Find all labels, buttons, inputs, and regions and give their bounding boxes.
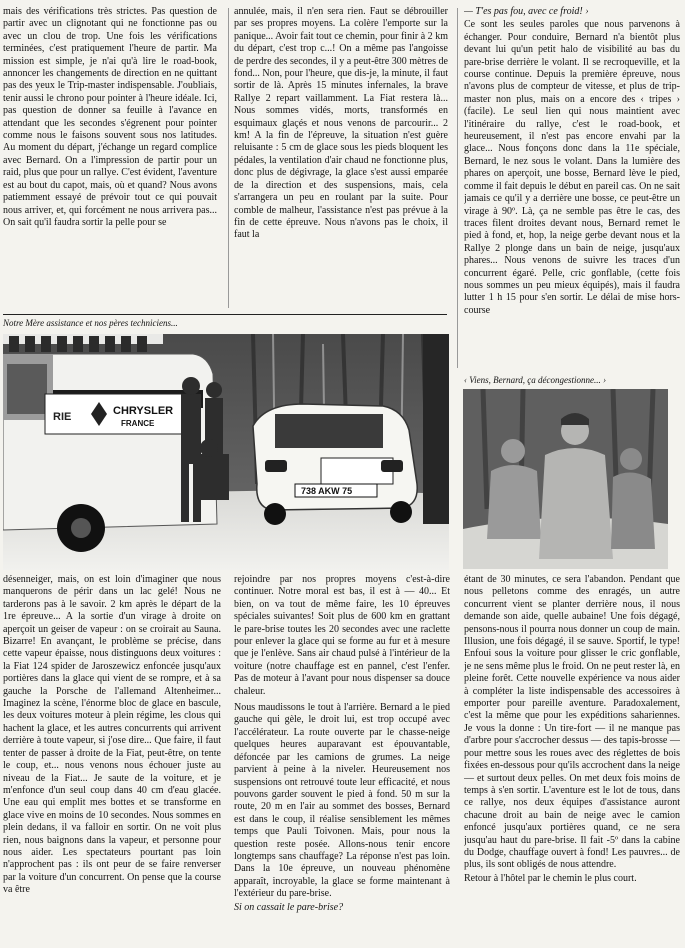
column-divider — [457, 8, 458, 368]
bare-chest-photo — [463, 389, 668, 569]
bottom-column-2 — [234, 574, 450, 946]
top-column-3-text: Ce sont les seules paroles que nous parvenons à échanger. Pour conduire, Bernard n'a bientôt plus devant lui qu'un petit halo de visibilité au bas du pare-brise derrière le volant. Il se recroqueville, et la course continue. Depuis la première épreuve, nous n'avons plus de compteur de vitesse, et plus de trip-master non plus, mais on a encore des ‹ tripes › (facile). Le seul lien qui nous maintient avec l'itinéraire du rallye, c'est le road-book, et heureusement, il n'est pas encore envahi par la glace... Nous fonçons donc dans la 11e spéciale, Bernard, le nez sous le volant. Dans la lumière des phares on aperçoit, une bosse, Bernard lève le pied, comme il fait depuis le début en pareil cas. On ne sait jamais ce qu'il y a derrière une bosse, ce peut-être un virage à 90º. Là, ça ne semble pas être le cas, des traces filent droites devant nous, Bernard remet le pied à fond, et, hop, la neige gerbe devant nous et la Rallye 2 plonge dans un bain de neige, jusqu'aux phares... Nous venons de suivre les traces d'un concurrent égaré. Pelle, cric gonflable, (cette fois nous sommes un peu mieux équipés), mais il faudra lutter 1 h 15 pour s'en sortir. Le délai de mise hors-course — [464, 19, 680, 316]
bottom-column-3 — [464, 574, 680, 946]
main-photo-caption: Notre Mère assistance et nos pères techniciens... — [3, 318, 178, 328]
top-column-3 — [464, 6, 680, 378]
top-column-1-text: mais des vérifications très strictes. Pas question de partir avec un clignotant qui ne fonctionne pas ou avec un clou de trop. Une fois les vérifications terminées, c'est pratiquement l'heure de partir. Ma mission est simple, je n'ai qu'à lire le road-book, annoncer les changements de direction en ne quittant pas des yeux le Trip-master indispensable. J'oubliais, tenir aussi le chrono pour pointer à l'heure idéale. Ici, pas question de donner sa feuille à l'avance en attendant que les secondes s'égrenent pour pointer comme nous le faisons souvent sous nos latitudes. Au moment du départ, j'échange un regard complice avec Bernard. On a l'impression de partir pour un raid, plus que pour un rallye. C'est évident, l'aventure est au bout du capot, mais, où et quand? Nous avons patiemment essayé de prévoir tout ce qui pouvait nous arriver, et, qui forcément ne nous arrivera pas... On sait qu'il faudra sortir la pelle pour se — [3, 6, 217, 228]
van-side-text: RIE — [53, 411, 72, 423]
bottom-column-2-subhead: Si on cassait le pare-brise? — [234, 901, 344, 913]
bottom-column-3-closing: Retour à l'hôtel par le chemin le plus court. — [464, 872, 637, 884]
bottom-column-2-paragraph-1: rejoindre par nos propres moyens c'est-à-dire continuer. Notre moral est bas, il est à — 40... Et bien, on va tout de même faire, les 10 épreuves spéciales suivantes! Soit plus de 600 km en grattant le pare-brise toutes les 20 secondes avec une raclette pour enlever la glace qui se forme au fur et à mesure que je l'enlève. Sans air chaud pulsé à l'intérieur de la voiture (notre chauffage est en pannel, c'est l'enfer. Pas de moteur à l'avant pour nous dispenser sa douce chaleur. — [234, 574, 450, 697]
top-column-3-lead: — T'es pas fou, avec ce froid! › — [464, 6, 589, 17]
assistance-van-image — [3, 334, 449, 570]
car-plate-text: 738 AKW 75 — [301, 486, 353, 496]
bottom-column-2-paragraph-2: Nous maudissons le tout à l'arrière. Bernard a le pied gauche qui gèle, le droit lui, est trop occupé avec l'accélérateur. La route ouverte par le chasse-neige quelques heures auparavant est épouvantable, défoncée par les camions de grumes. La neige parvient à peine à la niveler. Heureusement nos suspensions ont retrouvé toute leur efficacité, et nous pouvons garder souvent le pied à fond. 50 m sur la route, 20 m en l'air au sommet des bosses, Bernard est dans le coup, il réalise sensiblement les mêmes temps que Pauli Toivonen. Mais, pour nous la question reste posée. Allons-nous tenir encore longtemps sans chauffage? La réponse n'est pas loin. Dans la 10e épreuve, un nouveau phénomène apparaît, incroyable, la glace se forme maintenant à l'extérieur du pare-brise. — [234, 702, 450, 900]
bottom-column-1-text: désenneiger, mais, on est loin d'imaginer que nous manquerons de périr dans un lac gelé! Nous ne tarderons pas à le savoir. 2 km après le départ de la 1re épreuve... A la sortie d'un virage à droite on aperçoit un geiser de vapeur : on se croirait au Sauna. Bizarre! En avançant, le problème se précise, dans cette vapeur épaisse, nous distinguons deux voitures : la Fiat 124 spider de Jaroszewicz enfoncée jusqu'aux portières dans la glace qui vient de se rompre, et à sa gauche la Porsche de l'allemand Altenheimer... Imaginez la scène, l'énorme bloc de glace en bascule, les deux voitures moteur à plein régime, les clous qui hachent la glace, et les autres concurrents qui arrivent derrière à toute vapeur, si j'ose dire... Que faire, il faut tenter de passer à droite de la Fiat, peut-être, on tente le coup, et... nous venons nous échouer juste au niveau de la Fiat... Je saute de la voiture, et je m'enfonce d'un seul coup dans 40 cm d'eau glacée. Une eau qui emplit mes bottes et se transforme en glace vive en moins de 10 secondes. Nous sommes en plein dedans, il va falloir en sortir. On ne voit plus rien, nous baignons dans la vapeur, et personne pour nous aider. Les spectateurs pourtant pas loin n'approchent pas : ils ont peur de se faire renverser par la voiture d'un concurrent. On pense que la course va être — [3, 574, 221, 896]
bare-chest-image — [463, 389, 668, 569]
van-brand-sub-text: FRANCE — [121, 419, 155, 428]
van-brand-text: CHRYSLER — [113, 405, 174, 417]
bottom-column-1 — [3, 574, 221, 946]
caption-rule — [3, 314, 447, 315]
top-column-2-text: annulée, mais, il n'en sera rien. Faut se débrouiller par ses propres moyens. La colère l'emporte sur la panique... Avoir fait tout ce chemin, pour finir à 2 km du départ, c'est trop c...! On a même pas l'angoisse de perdre des secondes, il y a peut-être 300 mètres de fond... Non, pour l'heure, que dis-je, la minute, il faut sortir de là. Après 15 minutes infernales, la brave Rallye 2 repart vaillamment. La Fiat restera là... Nous sommes vidés, morts, transformés en esquimaux glaçés et nous venons de parcourir... 2 km! A la fin de l'épreuve, la situation n'est guère reluisante : 5 cm de glace sous les pieds bloquent les pédales, la ventilation d'air chaud ne fonctionne plus, donc plus de dégivrage, la glace s'est aussi emparée de la direction et des suspensions, mais, cela s'arrangera un peu en roulant par la suite. Pour comble de malheur, l'assistance n'est pas prévue à la fin de cette épreuve. Nous n'avons pas le choix, il faut la — [234, 6, 448, 241]
assistance-van-photo — [3, 334, 449, 570]
bottom-column-3-text: étant de 30 minutes, ce sera l'abandon. Pendant que nous pelletons comme des enragés, un autre concurrent vient se planter derrière nous, il nous demande son aide, quelle aubaine! Une fois dégagé, pensons-nous il pourra nous donner un coup de main. Illusion, une fois dégagé, il se sauve. Sportif, le type! Enfoui sous la voiture pour glisser le cric gonflable, je ne sens même plus le froid. On ne peut rester là, en pleine forêt. Cette nouvelle expérience va nous aider à compléter la liste indispensable des accessoires à emporter pour pareille aventure. Paradoxalement, c'est la même que pour les expéditions sahariennes. Je vous la donne : Un tire-fort — il ne manque pas d'arbre pour s'accrocher dessus — des tapis-brosse — pour mettre sous les roues avec des réglettes de bois fixées en-dessous pour qu'ils accrochent dans la neige — et surtout deux pelles. On met deux fois moins de temps à s'en sortir. L'aventure est le lot de tous, dans ce rallye, nos deux équipes d'assistance auront chacune droit au bain de neige avec le camion enfoncé jusqu'aux portières quand, ce ne sera jusqu'au haut du pare-brise. Il fait -5º dans la cabine du Dodge, chauffage ouvert à fond! Les pauvres... de plus, ils sont obligés de nous attendre. — [464, 574, 680, 871]
column-divider — [228, 8, 229, 308]
side-photo-caption: ‹ Viens, Bernard, ça décongestionne... › — [464, 375, 606, 385]
top-column-1 — [3, 6, 217, 312]
top-column-2 — [234, 6, 448, 312]
